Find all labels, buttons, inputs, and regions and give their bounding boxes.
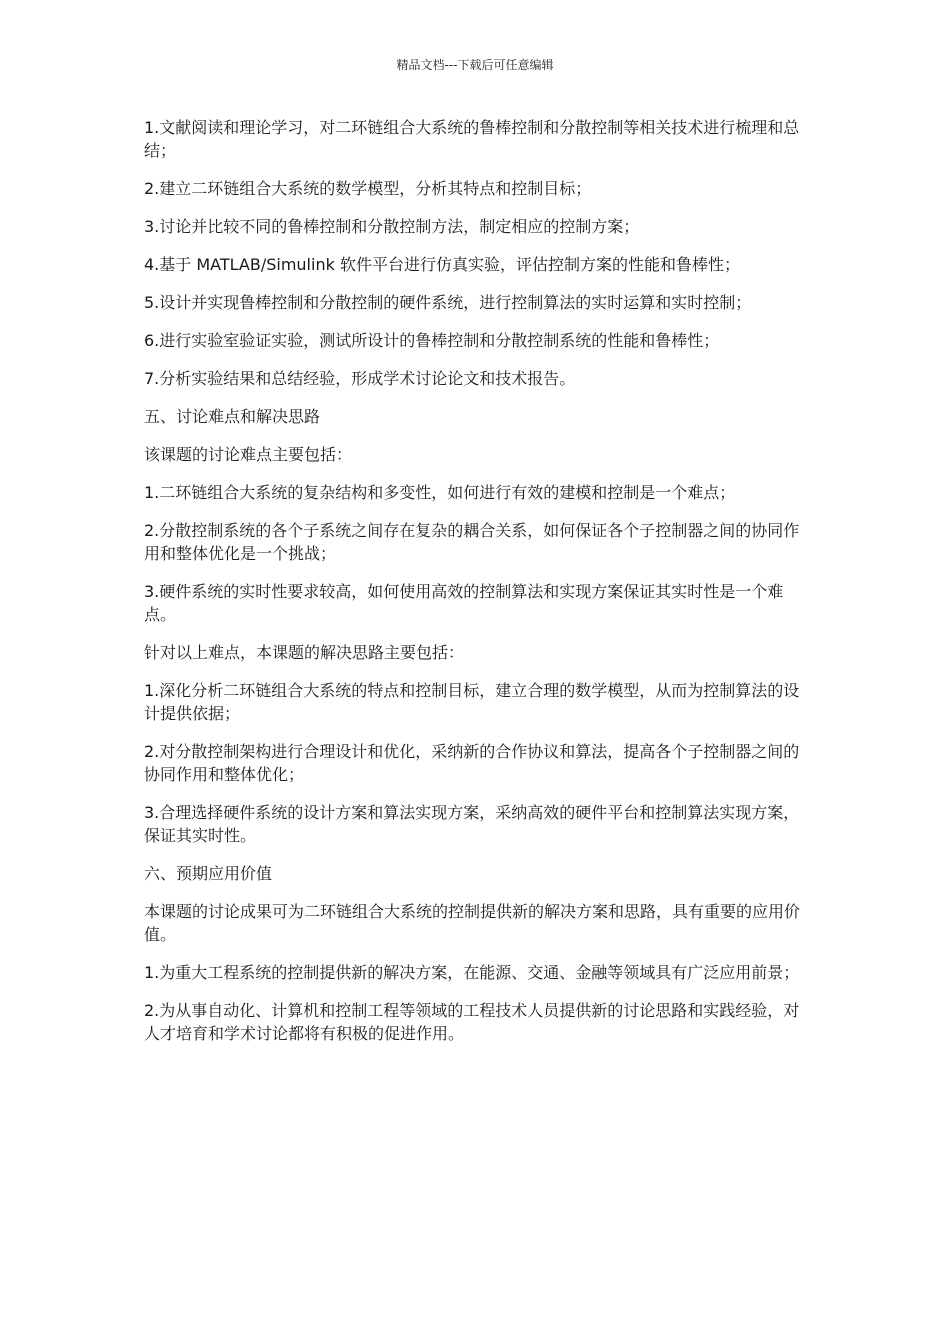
section-heading-application-value: 六、预期应用价值 xyxy=(144,864,273,883)
document-body xyxy=(144,116,806,1060)
paragraph-difficulty-2: 2.分散控制系统的各个子系统之间存在复杂的耦合关系，如何保证各个子控制器之间的协同作用和整体优化是一个挑战； xyxy=(144,521,800,563)
paragraph-research-step-5: 5.设计并实现鲁棒控制和分散控制的硬件系统，进行控制算法的实时运算和实时控制； xyxy=(144,293,752,312)
paragraph-research-step-3: 3.讨论并比较不同的鲁棒控制和分散控制方法，制定相应的控制方案； xyxy=(144,217,640,236)
paragraph-research-step-4: 4.基于 MATLAB/Simulink 软件平台进行仿真实验，评估控制方案的性能和鲁棒性； xyxy=(144,255,740,274)
paragraph-solutions-intro: 针对以上难点，本课题的解决思路主要包括： xyxy=(144,643,465,662)
paragraph-research-step-2: 2.建立二环链组合大系统的数学模型，分析其特点和控制目标； xyxy=(144,179,592,198)
paragraph-application-2: 2.为从事自动化、计算机和控制工程等领域的工程技术人员提供新的讨论思路和实践经验，对人才培育和学术讨论都将有积极的促进作用。 xyxy=(144,1001,800,1043)
paragraph-difficulty-1: 1.二环链组合大系统的复杂结构和多变性，如何进行有效的建模和控制是一个难点； xyxy=(144,483,736,502)
paragraph-solution-1: 1.深化分析二环链组合大系统的特点和控制目标，建立合理的数学模型，从而为控制算法的设计提供依据； xyxy=(144,681,800,723)
section-heading-difficulties: 五、讨论难点和解决思路 xyxy=(144,407,321,426)
paragraph-difficulty-3: 3.硬件系统的实时性要求较高，如何使用高效的控制算法和实现方案保证其实时性是一个难点。 xyxy=(144,582,784,624)
paragraph-difficulties-intro: 该课题的讨论难点主要包括： xyxy=(144,445,353,464)
paragraph-research-step-1: 1.文献阅读和理论学习，对二环链组合大系统的鲁棒控制和分散控制等相关技术进行梳理和总结； xyxy=(144,118,800,160)
paragraph-research-step-7: 7.分析实验结果和总结经验，形成学术讨论论文和技术报告。 xyxy=(144,369,576,388)
paragraph-application-1: 1.为重大工程系统的控制提供新的解决方案，在能源、交通、金融等领域具有广泛应用前景； xyxy=(144,963,800,982)
paragraph-solution-3: 3.合理选择硬件系统的设计方案和算法实现方案，采纳高效的硬件平台和控制算法实现方案，保证其实时性。 xyxy=(144,803,800,845)
paragraph-solution-2: 2.对分散控制架构进行合理设计和优化，采纳新的合作协议和算法，提高各个子控制器之间的协同作用和整体优化； xyxy=(144,742,800,784)
paragraph-application-intro: 本课题的讨论成果可为二环链组合大系统的控制提供新的解决方案和思路，具有重要的应用价值。 xyxy=(144,902,801,944)
paragraph-research-step-6: 6.进行实验室验证实验，测试所设计的鲁棒控制和分散控制系统的性能和鲁棒性； xyxy=(144,331,720,350)
page-header: 精品文档---下载后可任意编辑 xyxy=(396,58,554,72)
